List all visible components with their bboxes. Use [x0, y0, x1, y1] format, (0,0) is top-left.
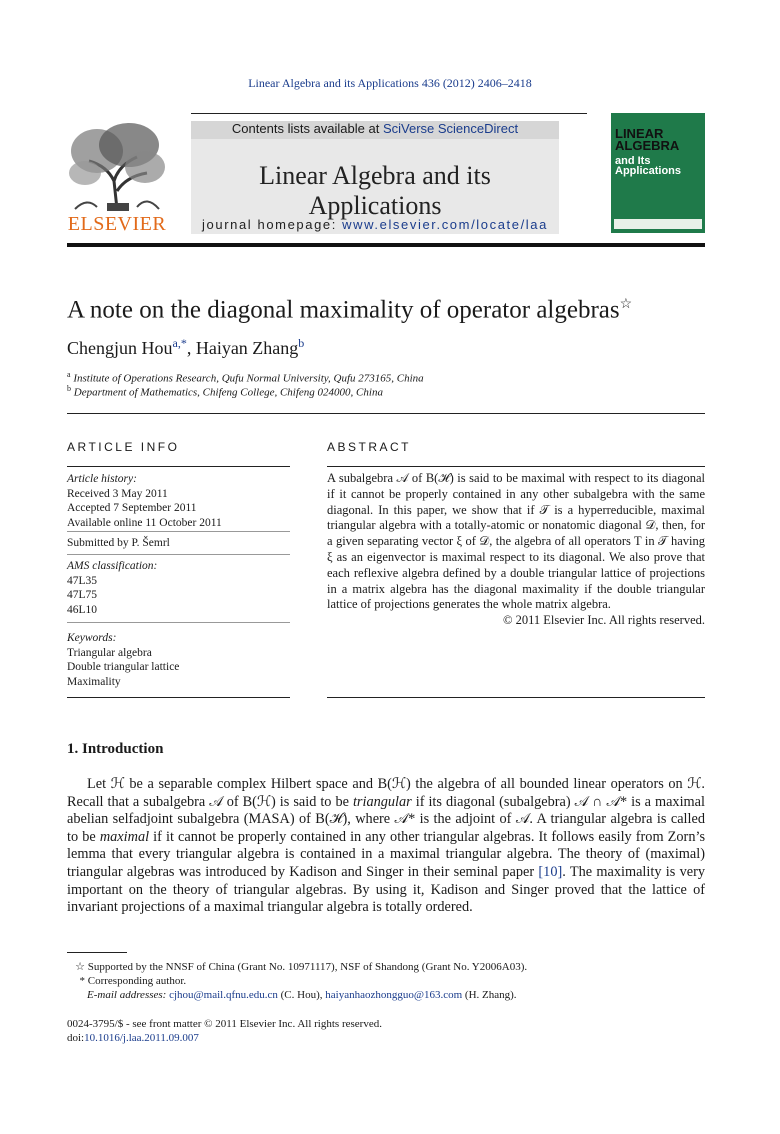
article-title — [67, 296, 632, 324]
intro-part-4: . The maximality is very important on the theory of triangular algebras. By using it, Kadison and Singer proved that the lattice of invariant projections of a maximal triangular algebra is totally ordered. — [67, 863, 705, 916]
article-history — [67, 472, 290, 530]
abstract-heading: ABSTRACT — [327, 440, 412, 454]
cover-title — [615, 128, 679, 152]
footnote-corresponding-text: Corresponding author. — [87, 975, 187, 987]
author-zhang-affil[interactable]: b — [298, 336, 305, 350]
ams-code-2: 47L75 — [67, 589, 98, 601]
email-link-hou[interactable]: cjhou@mail.qfnu.edu.cn — [169, 989, 278, 1001]
footnote-corresponding — [67, 974, 186, 989]
history-label: Article history: — [67, 473, 137, 485]
keyword-3: Maximality — [67, 675, 121, 688]
keywords — [67, 631, 290, 689]
footnote-asterisk-mark: * — [79, 975, 85, 987]
homepage-link[interactable]: www.elsevier.com/locate/laa — [342, 217, 548, 232]
ams-code-1: 47L35 — [67, 574, 98, 587]
affil-b-mark: b — [67, 384, 71, 393]
affiliation-a — [67, 370, 424, 385]
cover-strip — [614, 219, 702, 229]
introduction-paragraph — [67, 776, 705, 917]
section-heading-introduction: 1. Introduction — [67, 741, 164, 757]
intro-emph-triangular: triangular — [352, 793, 412, 810]
author-zhang: Haiyan Zhang — [195, 338, 299, 358]
ams-classification — [67, 559, 290, 617]
abstract-rule-top — [327, 466, 705, 467]
abstract-rule-bottom — [327, 697, 705, 698]
cover-title-line4: Applications — [615, 165, 682, 177]
doi-label: doi: — [67, 1032, 85, 1044]
email-label: E-mail addresses: — [87, 989, 170, 1001]
contents-line — [191, 121, 559, 139]
email-link-zhang[interactable]: haiyanhaozhongguo@163.com — [325, 989, 463, 1001]
info-rule-top — [67, 466, 290, 467]
info-rule-3 — [67, 622, 290, 623]
keyword-2: Double triangular lattice — [67, 661, 180, 673]
intro-part-3: if it cannot be properly contained in any other triangular algebras. It follows easily from Zorn’s lemma that every triangular algebra is contained in a maximal triangular algebra. The theory of (maximal) triangular algebras was introduced by Kadison and Singer in their seminal paper — [67, 828, 706, 880]
contents-prefix: Contents lists available at — [231, 121, 383, 136]
keywords-label: Keywords: — [67, 632, 117, 644]
cover-title-line1: LINEAR — [615, 126, 664, 141]
affiliation-b — [67, 384, 383, 399]
info-rule-1 — [67, 531, 290, 532]
affil-b-text: Department of Mathematics, Chifeng College, Chifeng 024000, China — [73, 386, 383, 399]
online-date: Available online 11 October 2011 — [67, 516, 222, 529]
author-separator: , — [186, 338, 196, 358]
info-rule-2 — [67, 554, 290, 555]
footnote-funding-text: Supported by the NNSF of China (Grant No. 10971117), NSF of Shandong (Grant No. Y2006A03). — [87, 961, 528, 973]
affil-a-mark: a — [67, 370, 71, 379]
reference-link-10[interactable]: [10] — [538, 863, 563, 880]
journal-cover[interactable] — [611, 113, 705, 233]
intro-part-1: Let ℋ be a separable complex Hilbert space and B(ℋ) the algebra of all bounded linear operators on ℋ. Recall that a subalgebra 𝒜 of B(ℋ) is said to be — [67, 776, 705, 810]
sciencedirect-link[interactable]: SciVerse ScienceDirect — [382, 121, 519, 136]
issn-line: 0024-3795/$ - see front matter © 2011 Elsevier Inc. All rights reserved. — [67, 1018, 382, 1030]
title-text: A note on the diagonal maximality of operator algebras — [67, 296, 620, 324]
accepted-date: Accepted 7 September 2011 — [67, 502, 197, 514]
intro-emph-maximal: maximal — [99, 828, 150, 845]
author-hou-affil[interactable]: a,* — [172, 336, 187, 350]
abstract-copyright: © 2011 Elsevier Inc. All rights reserved. — [502, 613, 705, 628]
footnote-star-mark: ☆ — [75, 961, 85, 973]
info-rule-bottom — [67, 697, 290, 698]
article-info-heading: ARTICLE INFO — [67, 440, 180, 454]
cover-title-line3: and Its — [615, 155, 651, 167]
elsevier-logo — [67, 121, 167, 233]
keyword-1: Triangular algebra — [67, 646, 152, 659]
email-zhang-name: (H. Zhang). — [462, 989, 517, 1001]
journal-homepage — [191, 217, 559, 232]
abstract-text: A subalgebra 𝒜 of B(ℋ) is said to be maximal with respect to its diagonal if it cannot be properly contained in any other subalgebra with the same diagonal. In this paper, we show that if 𝒯 is a hyperreducible, maximal triangular algebra with a totally-atomic or nonatomic diagonal 𝒟, then, for a given separating vector ξ of 𝒟, the algebra of all operators T in 𝒯 having ξ as an eigenvector is maximal respect to its diagonal. We also prove that each reflexive algebra defined by a double triangular lattice of projections in a matrix algebra has the diagonal maximality if the double triangular lattice of projections generates the whole matrix algebra. — [327, 471, 705, 612]
ams-label: AMS classification: — [67, 560, 158, 572]
doi-line — [67, 1031, 199, 1046]
homepage-prefix: journal homepage: — [202, 217, 343, 232]
journal-citation[interactable]: Linear Algebra and its Applications 436 (2012) 2406–2418 — [248, 76, 532, 90]
author-hou: Chengjun Hou — [67, 338, 173, 358]
header-top-rule — [191, 113, 587, 114]
received-date: Received 3 May 2011 — [67, 487, 168, 500]
footnote-rule — [67, 952, 127, 953]
header-bottom-rule — [67, 243, 705, 247]
cover-title-line2: ALGEBRA — [615, 138, 680, 153]
submitted-by: Submitted by P. Šemrl — [67, 537, 170, 549]
publisher-name: ELSEVIER — [67, 213, 167, 235]
abstract-body — [327, 471, 705, 629]
doi-link[interactable]: 10.1016/j.laa.2011.09.007 — [84, 1032, 199, 1044]
email-hou-name: (C. Hou), — [277, 989, 326, 1001]
affil-rule — [67, 413, 705, 414]
author-list — [67, 336, 304, 359]
title-footnote-mark[interactable]: ☆ — [619, 297, 633, 312]
intro-part-2: if its diagonal (subalgebra) 𝒜 ∩ 𝒜* is a maximal abelian selfadjoint subalgebra (MASA) of B(ℋ), where 𝒜* is the adjoint of 𝒜. A triangular algebra is called to be — [67, 793, 705, 845]
affil-a-text: Institute of Operations Research, Qufu Normal University, Qufu 273165, China — [73, 372, 424, 385]
journal-title: Linear Algebra and its Applications — [259, 161, 491, 220]
journal-banner — [191, 121, 559, 234]
footnote-funding — [67, 960, 527, 975]
footnote-emails — [87, 988, 517, 1003]
cover-subtitle — [615, 156, 681, 176]
ams-code-3: 46L10 — [67, 603, 98, 616]
